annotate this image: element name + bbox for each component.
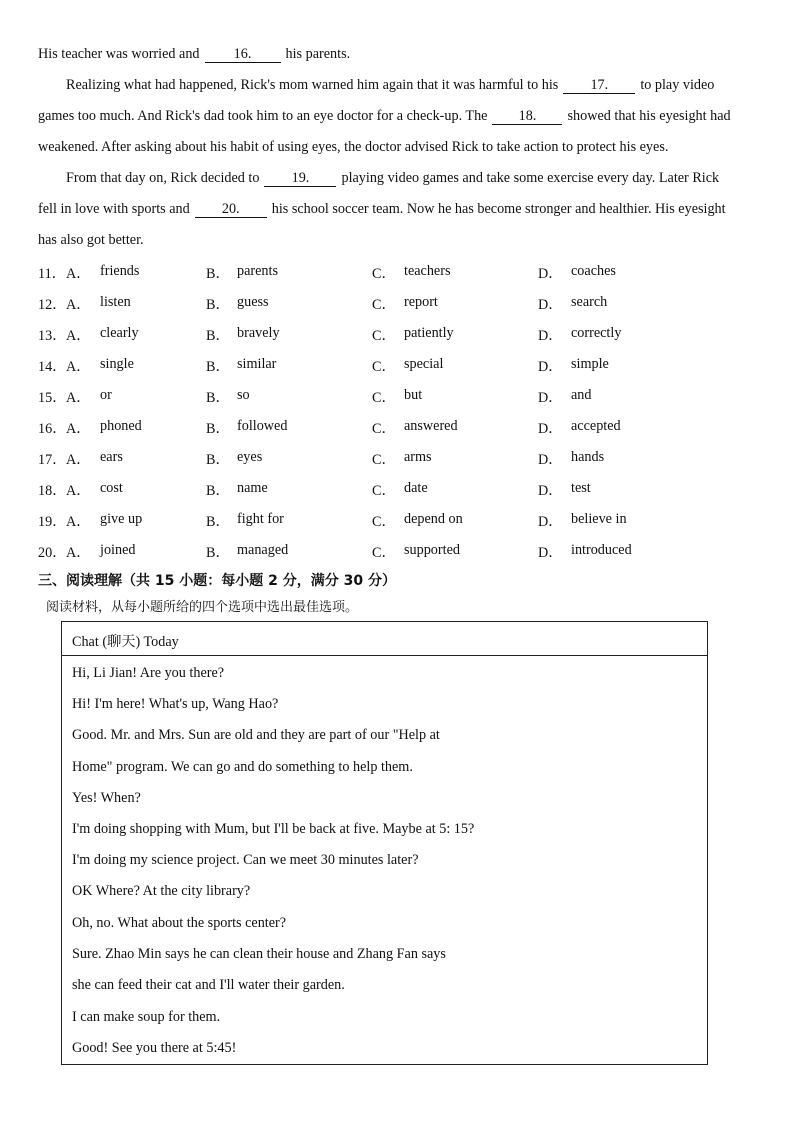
question-number: 13． [38, 328, 67, 344]
option-c-text: date [404, 480, 428, 496]
option-c-text: depend on [404, 511, 463, 527]
option-b-label: B． [206, 390, 230, 406]
passage-text: showed that his eyesight had [567, 108, 731, 124]
option-b-label: B． [206, 297, 230, 313]
option-d-text: accepted [571, 418, 621, 434]
question-number: 18． [38, 483, 67, 499]
chat-line: she can feed their cat and I'll water their garden. [72, 977, 345, 993]
option-c-text: supported [404, 542, 460, 558]
chat-line: Hi, Li Jian! Are you there? [72, 665, 225, 681]
passage-line-5 [66, 170, 719, 187]
option-b-label: B． [206, 421, 230, 437]
passage-text: fell in love with sports and [38, 201, 190, 217]
option-d-label: D． [538, 545, 563, 561]
option-a-text: cost [100, 480, 123, 496]
option-a-text: phoned [100, 418, 142, 434]
option-b-text: bravely [237, 325, 280, 341]
chat-line: I can make soup for them. [72, 1009, 221, 1025]
option-a-label: A． [66, 483, 91, 499]
option-a-label: A． [66, 266, 91, 282]
option-c-label: C． [372, 452, 396, 468]
option-b-text: parents [237, 263, 278, 279]
option-c-text: but [404, 387, 423, 403]
chat-header-title: Chat (聊天) Today [72, 634, 179, 650]
option-a-label: A． [66, 359, 91, 375]
option-a-label: A． [66, 297, 91, 313]
option-a-label: A． [66, 545, 91, 561]
chat-line: Hi! I'm here! What's up, Wang Hao? [72, 696, 279, 712]
option-a-label: A． [66, 452, 91, 468]
option-c-label: C． [372, 514, 396, 530]
option-a-text: clearly [100, 325, 139, 341]
question-number: 19． [38, 514, 67, 530]
option-d-label: D． [538, 514, 563, 530]
blank-18: 18. [492, 109, 562, 125]
option-b-label: B． [206, 483, 230, 499]
option-c-text: teachers [404, 263, 451, 279]
option-a-text: joined [100, 542, 136, 558]
option-a-label: A． [66, 390, 91, 406]
option-c-text: special [404, 356, 444, 372]
question-number: 12． [38, 297, 67, 313]
passage-text: his parents. [285, 46, 351, 62]
question-number: 14． [38, 359, 67, 375]
chat-line: Oh, no. What about the sports center? [72, 915, 287, 931]
option-a-text: or [100, 387, 112, 403]
option-d-label: D． [538, 483, 563, 499]
chat-line: Good! See you there at 5:45! [72, 1040, 237, 1056]
option-c-label: C． [372, 421, 396, 437]
option-d-label: D． [538, 266, 563, 282]
option-a-label: A． [66, 514, 91, 530]
option-d-label: D． [538, 328, 563, 344]
option-d-label: D． [538, 359, 563, 375]
option-b-text: managed [237, 542, 289, 558]
option-a-text: single [100, 356, 134, 372]
option-c-text: arms [404, 449, 432, 465]
option-b-label: B． [206, 514, 230, 530]
option-d-label: D． [538, 390, 563, 406]
option-a-text: give up [100, 511, 143, 527]
section-title: 三、阅读理解（共 15 小题：每小题 2 分，满分 30 分） [38, 573, 396, 589]
option-d-label: D． [538, 421, 563, 437]
option-b-label: B． [206, 266, 230, 282]
option-c-label: C． [372, 328, 396, 344]
option-d-text: believe in [571, 511, 627, 527]
option-b-text: eyes [237, 449, 263, 465]
passage-text: playing video games and take some exercise every day. Later Rick [341, 170, 720, 186]
passage-text: From that day on, Rick decided to [66, 170, 260, 186]
option-a-label: A． [66, 328, 91, 344]
passage-text: to play video [640, 77, 715, 93]
question-number: 20． [38, 545, 67, 561]
passage-text: Realizing what had happened, Rick's mom warned him again that it was harmful to his [66, 77, 559, 93]
option-b-text: name [237, 480, 268, 496]
chat-line: Good. Mr. and Mrs. Sun are old and they are part of our "Help at [72, 727, 440, 743]
option-a-label: A． [66, 421, 91, 437]
option-c-label: C． [372, 297, 396, 313]
passage-line-1 [38, 46, 350, 63]
passage-line-2 [66, 77, 714, 94]
option-b-text: similar [237, 356, 277, 372]
option-d-label: D． [538, 452, 563, 468]
blank-20: 20. [195, 202, 267, 218]
option-c-label: C． [372, 359, 396, 375]
option-a-text: friends [100, 263, 140, 279]
passage-text: his school soccer team. Now he has become stronger and healthier. His eyesight [271, 201, 726, 217]
option-b-label: B． [206, 328, 230, 344]
option-d-text: hands [571, 449, 605, 465]
question-number: 11． [38, 266, 66, 282]
chat-line: I'm doing shopping with Mum, but I'll be back at five. Maybe at 5: 15? [72, 821, 475, 837]
option-b-label: B． [206, 452, 230, 468]
option-b-label: B． [206, 359, 230, 375]
option-d-text: search [571, 294, 608, 310]
blank-17: 17. [563, 78, 635, 94]
passage-line-6 [38, 201, 726, 218]
chat-line: Home" program. We can go and do something to help them. [72, 759, 413, 775]
blank-19: 19. [264, 171, 336, 187]
passage-text: games too much. And Rick's dad took him to an eye doctor for a check-up. The [38, 108, 488, 124]
option-b-label: B． [206, 545, 230, 561]
option-b-text: followed [237, 418, 288, 434]
passage-line-3 [38, 108, 731, 125]
option-b-text: guess [237, 294, 269, 310]
option-c-label: C． [372, 266, 396, 282]
chat-line: Yes! When? [72, 790, 141, 806]
passage-line-4: weakened. After asking about his habit of using eyes, the doctor advised Rick to take action to protect his eyes. [38, 139, 669, 155]
option-c-text: patiently [404, 325, 454, 341]
section-instructions: 阅读材料，从每小题所给的四个选项中选出最佳选项。 [46, 600, 359, 615]
option-c-text: report [404, 294, 438, 310]
option-a-text: ears [100, 449, 123, 465]
blank-16: 16. [205, 47, 281, 63]
question-number: 15． [38, 390, 67, 406]
option-d-text: introduced [571, 542, 632, 558]
passage-text: His teacher was worried and [38, 46, 200, 62]
option-c-label: C． [372, 483, 396, 499]
chat-line: Sure. Zhao Min says he can clean their house and Zhang Fan says [72, 946, 446, 962]
option-c-label: C． [372, 390, 396, 406]
option-c-text: answered [404, 418, 458, 434]
chat-line: OK Where? At the city library? [72, 883, 251, 899]
option-d-text: simple [571, 356, 609, 372]
passage-line-7: has also got better. [38, 232, 144, 248]
option-d-text: coaches [571, 263, 616, 279]
question-number: 17． [38, 452, 67, 468]
chat-header [62, 622, 707, 656]
option-a-text: listen [100, 294, 131, 310]
option-b-text: fight for [237, 511, 284, 527]
option-d-text: and [571, 387, 592, 403]
option-d-label: D． [538, 297, 563, 313]
option-d-text: test [571, 480, 591, 496]
option-d-text: correctly [571, 325, 622, 341]
option-c-label: C． [372, 545, 396, 561]
question-number: 16． [38, 421, 67, 437]
chat-box [61, 621, 708, 1065]
option-b-text: so [237, 387, 250, 403]
chat-line: I'm doing my science project. Can we meet 30 minutes later? [72, 852, 419, 868]
